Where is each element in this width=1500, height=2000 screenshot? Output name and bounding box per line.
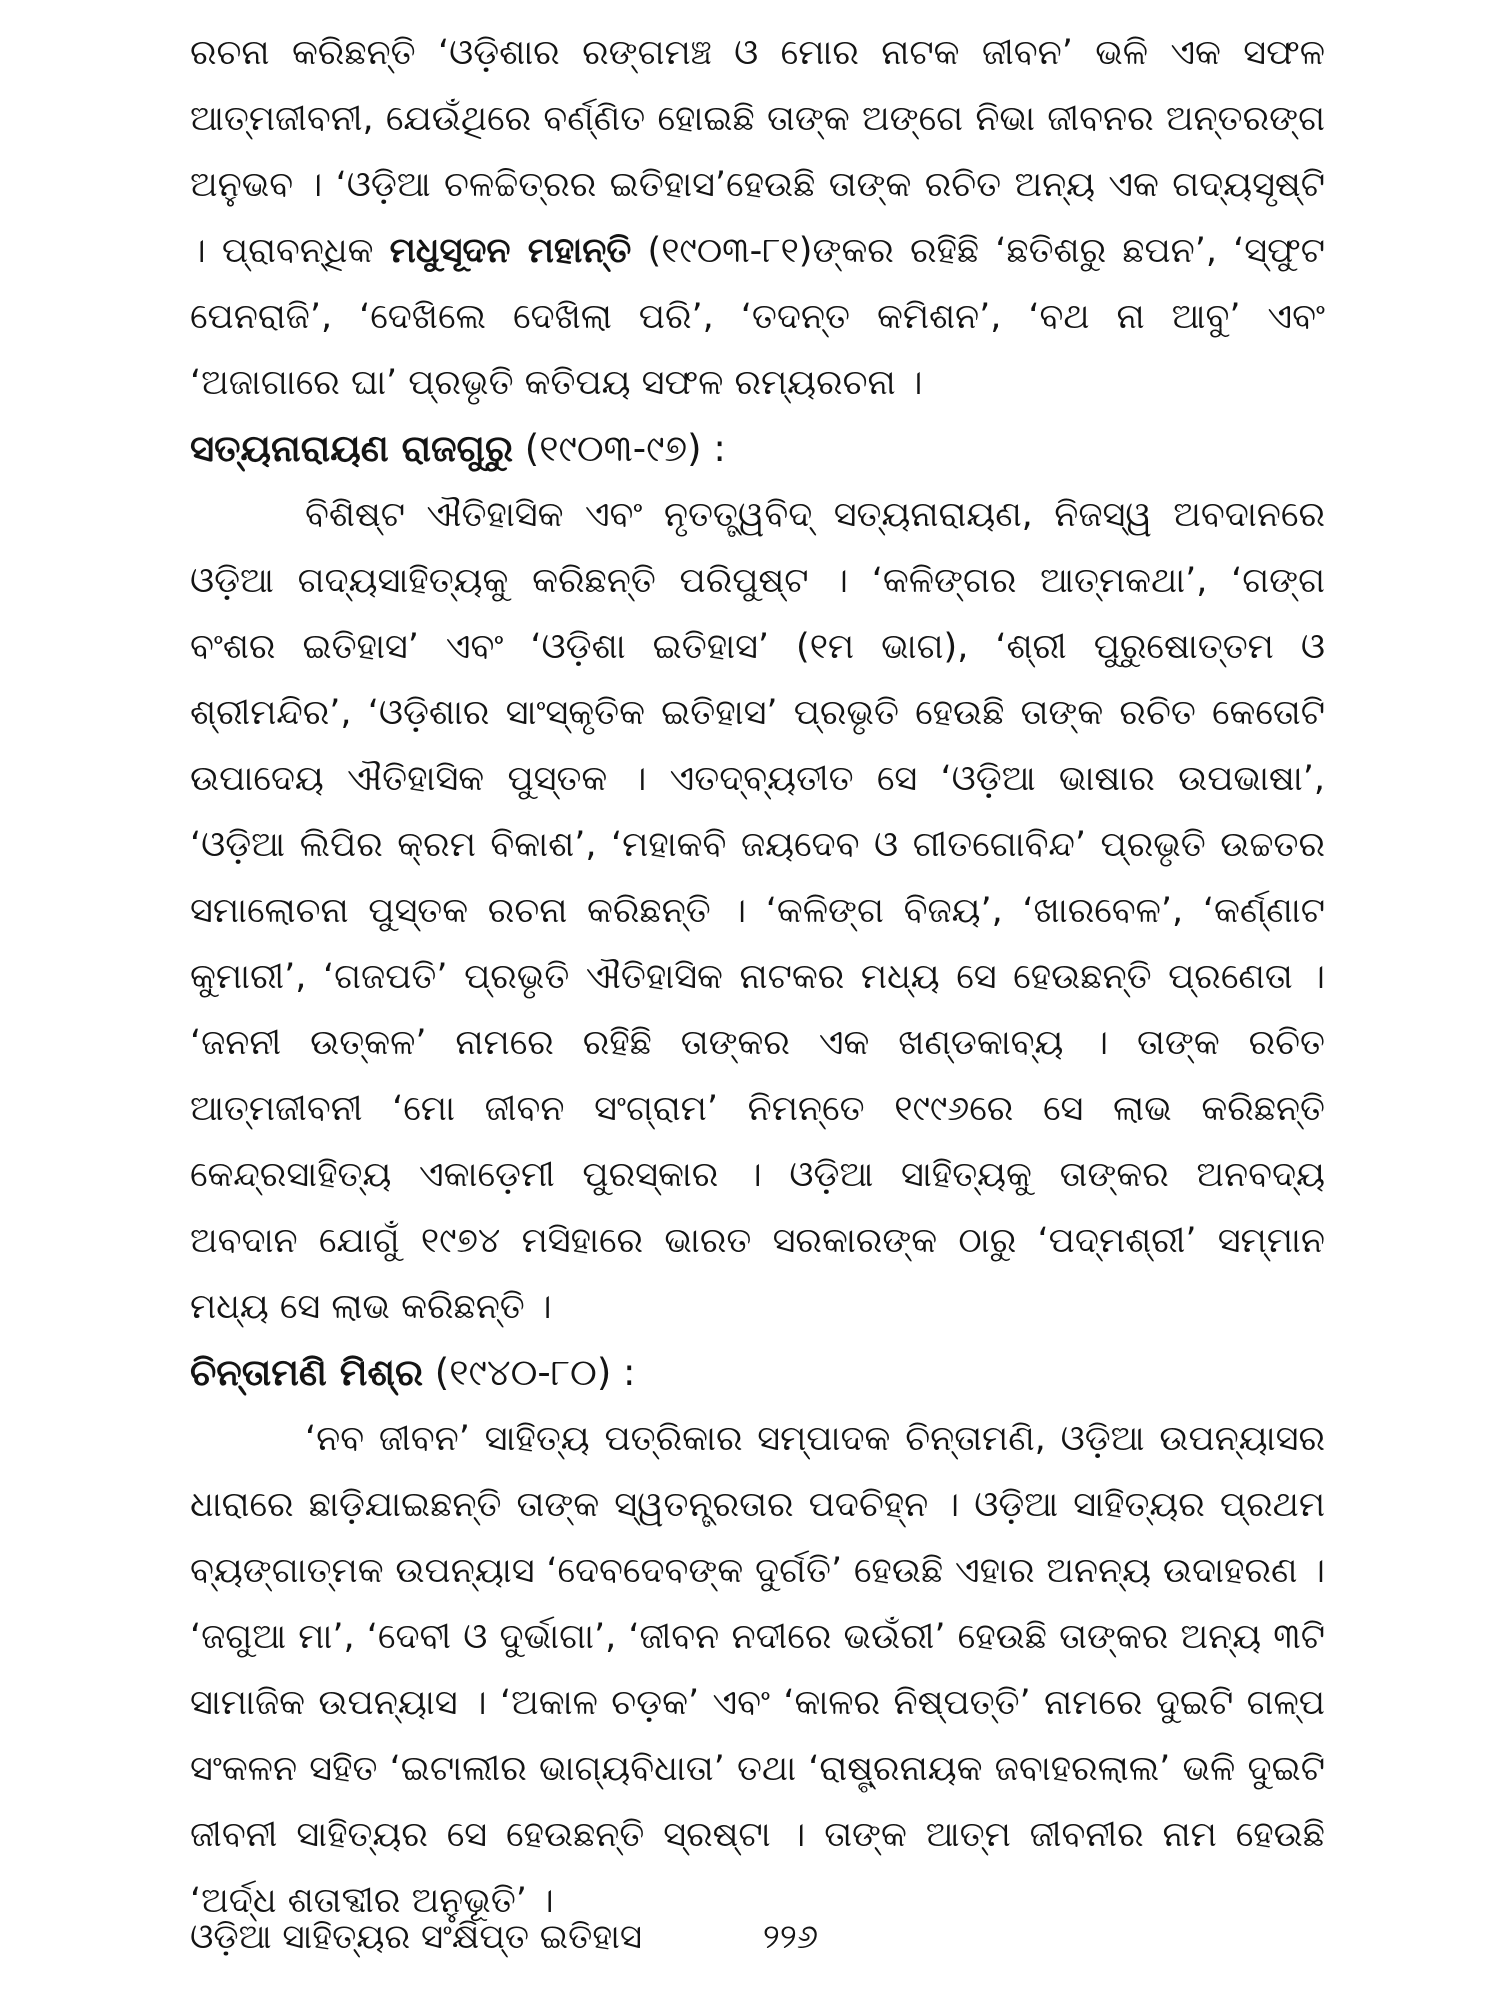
heading-name: ସତ୍ୟନାରାୟଣ ରାଜଗୁରୁ xyxy=(190,427,514,470)
paragraph-satyanarayan: ବିଶିଷ୍ଟ ଐତିହାସିକ ଏବଂ ନୃତତ୍ତ୍ୱବିଦ୍ ସତ୍ୟନାରାୟଣ, ନିଜସ୍ୱ ଅବଦାନରେ ଓଡ଼ିଆ ଗଦ୍ୟସାହିତ୍ୟକୁ କରିଛନ୍ତି ପରିପୁଷ୍ଟ । ‘କଳିଙ୍ଗର ଆତ୍ମକଥା’, ‘ଗଙ୍ଗ ବଂଶର ଇତିହାସ’ ଏବଂ ‘ଓଡ଼ିଶା ଇତିହାସ’ (୧ମ ଭାଗ), ‘ଶ୍ରୀ ପୁରୁଷୋତ୍ତମ ଓ ଶ୍ରୀମନ୍ଦିର’, ‘ଓଡ଼ିଶାର ସାଂସ୍କୃତିକ ଇତିହାସ’ ପ୍ରଭୃତି ହେଉଛି ତାଙ୍କ ରଚିତ କେତୋଟି ଉପାଦେୟ ଐତିହାସିକ ପୁସ୍ତକ । ଏତଦ୍‌ବ୍ୟତୀତ ସେ ‘ଓଡ଼ିଆ ଭାଷାର ଉପଭାଷା’, ‘ଓଡ଼ିଆ ଲିପିର କ୍ରମ ବିକାଶ’, ‘ମହାକବି ଜୟଦେବ ଓ ଗୀତଗୋବିନ୍ଦ’ ପ୍ରଭୃତି ଉଚ୍ଚତର ସମାଲୋଚନା ପୁସ୍ତକ ରଚନା କରିଛନ୍ତି । ‘କଳିଙ୍ଗ ବିଜୟ’, ‘ଖାରବେଳ’, ‘କର୍ଣ୍ଣାଟ କୁମାରୀ’, ‘ଗଜପତି’ ପ୍ରଭୃତି ଐତିହାସିକ ନାଟକର ମଧ୍ୟ ସେ ହେଉଛନ୍ତି ପ୍ରଣେତା । ‘ଜନନୀ ଉତ୍କଳ’ ନାମରେ ରହିଛି ତାଙ୍କର ଏକ ଖଣ୍ଡକାବ୍ୟ । ତାଙ୍କ ରଚିତ ଆତ୍ମଜୀବନୀ ‘ମୋ ଜୀବନ ସଂଗ୍ରାମ’ ନିମନ୍ତେ ୧୯୯୬ରେ ସେ ଲାଭ କରିଛନ୍ତି କେନ୍ଦ୍ରସାହିତ୍ୟ ଏକାଡ଼େମୀ ପୁରସ୍କାର । ଓଡ଼ିଆ ସାହିତ୍ୟକୁ ତାଙ୍କର ଅନବଦ୍ୟ ଅବଦାନ ଯୋଗୁଁ ୧୯୭୪ ମସିହାରେ ଭାରତ ସରକାରଙ୍କ ଠାରୁ ‘ପଦ୍ମଶ୍ରୀ’ ସମ୍ମାନ ମଧ୍ୟ ସେ ଲାଭ କରିଛନ୍ତି । xyxy=(190,495,1325,1327)
footer-book-title: ଓଡ଼ିଆ ସାହିତ୍ୟର ସଂକ୍ଷିପ୍ତ ଇତିହାସ xyxy=(190,1917,643,1957)
heading-name: ଚିନ୍ତାମଣି ମିଶ୍ର xyxy=(190,1351,423,1394)
paragraph-chintamani: ‘ନବ ଜୀବନ’ ସାହିତ୍ୟ ପତ୍ରିକାର ସମ୍ପାଦକ ଚିନ୍ତାମଣି, ଓଡ଼ିଆ ଉପନ୍ୟାସର ଧାରାରେ ଛାଡ଼ିଯାଇଛନ୍ତି ତାଙ୍କ ସ୍ୱତନ୍ତ୍ରତାର ପଦଚିହ୍ନ । ଓଡ଼ିଆ ସାହିତ୍ୟର ପ୍ରଥମ ବ୍ୟଙ୍ଗାତ୍ମକ ଉପନ୍ୟାସ ‘ଦେବଦେବଙ୍କ ଦୁର୍ଗତି’ ହେଉଛି ଏହାର ଅନନ୍ୟ ଉଦାହରଣ । ‘ଜଗୁଆ ମା’, ‘ଦେବୀ ଓ ଦୁର୍ଭାଗା’, ‘ଜୀବନ ନଦୀରେ ଭଉଁରୀ’ ହେଉଛି ତାଙ୍କର ଅନ୍ୟ ୩ଟି ସାମାଜିକ ଉପନ୍ୟାସ । ‘ଅକାଳ ଚଡ଼କ’ ଏବଂ ‘କାଳର ନିଷ୍ପତ୍ତି’ ନାମରେ ଦୁଇଟି ଗଳ୍ପ ସଂକଳନ ସହିତ ‘ଇଟାଲୀର ଭାଗ୍ୟବିଧାତା’ ତଥା ‘ରାଷ୍ଟ୍ରନାୟକ ଜବାହରଲାଲ’ ଭଳି ଦୁଇଟି ଜୀବନୀ ସାହିତ୍ୟର ସେ ହେଉଛନ୍ତି ସ୍ରଷ୍ଟା । ତାଙ୍କ ଆତ୍ମ ଜୀବନୀର ନାମ ହେଉଛି ‘ଅର୍ଦ୍ଧ ଶତାବ୍ଦୀର ଅନୁଭୂତି’ । xyxy=(190,1419,1325,1921)
section-heading-chintamani xyxy=(190,1340,1325,1406)
paragraph-text: (୧୯୦୩-୮୧)ଙ୍କର ରହିଛି ‘ଛତିଶରୁ ଛପନ’, ‘ସ୍ଫୁଟ ପେନରାଜି’, ‘ଦେଖିଲେ ଦେଖିଲା ପରି’, ‘ତଦନ୍ତ କମିଶନ’, ‘ବଥ ନା ଆବୁ’ ଏବଂ ‘ଅଜାଗାରେ ଘା’ ପ୍ରଭୃତି କତିପୟ ସଫଳ ରମ୍ୟରଚନା । xyxy=(190,231,1325,403)
heading-years: (୧୯୪୦-୮୦) : xyxy=(423,1351,636,1394)
paragraph-text: ରଚନା କରିଛନ୍ତି ‘ଓଡ଼ିଶାର ରଙ୍ଗମଞ୍ଚ ଓ ମୋର ନାଟକ ଜୀବନ’ ଭଳି ଏକ ସଫଳ ଆତ୍ମଜୀବନୀ, ଯେଉଁଥିରେ ବର୍ଣ୍ଣିତ ହୋଇଛି ତାଙ୍କ ଅଙ୍ଗେ ନିଭା ଜୀବନର ଅନ୍ତରଙ୍ଗ ଅନୁଭବ । ‘ଓଡ଼ିଆ ଚଳଚ୍ଚିତ୍ରର ଇତିହାସ’ହେଉଛି ତାଙ୍କ ରଚିତ ଅନ୍ୟ ଏକ ଗଦ୍ୟସୃଷ୍ଟି । ପ୍ରାବନ୍ଧିକ xyxy=(190,33,1325,271)
page-footer xyxy=(190,1912,818,1962)
page-number: ୨୨୬ xyxy=(762,1917,819,1957)
section-heading-satyanarayan xyxy=(190,416,1325,482)
author-name-madhusudan: ମଧୁସୂଦନ ମହାନ୍ତି xyxy=(389,231,632,271)
heading-years: (୧୯୦୩-୯୭) : xyxy=(513,427,726,470)
book-page xyxy=(190,20,1325,1980)
paragraph-madhusudan xyxy=(190,20,1325,416)
